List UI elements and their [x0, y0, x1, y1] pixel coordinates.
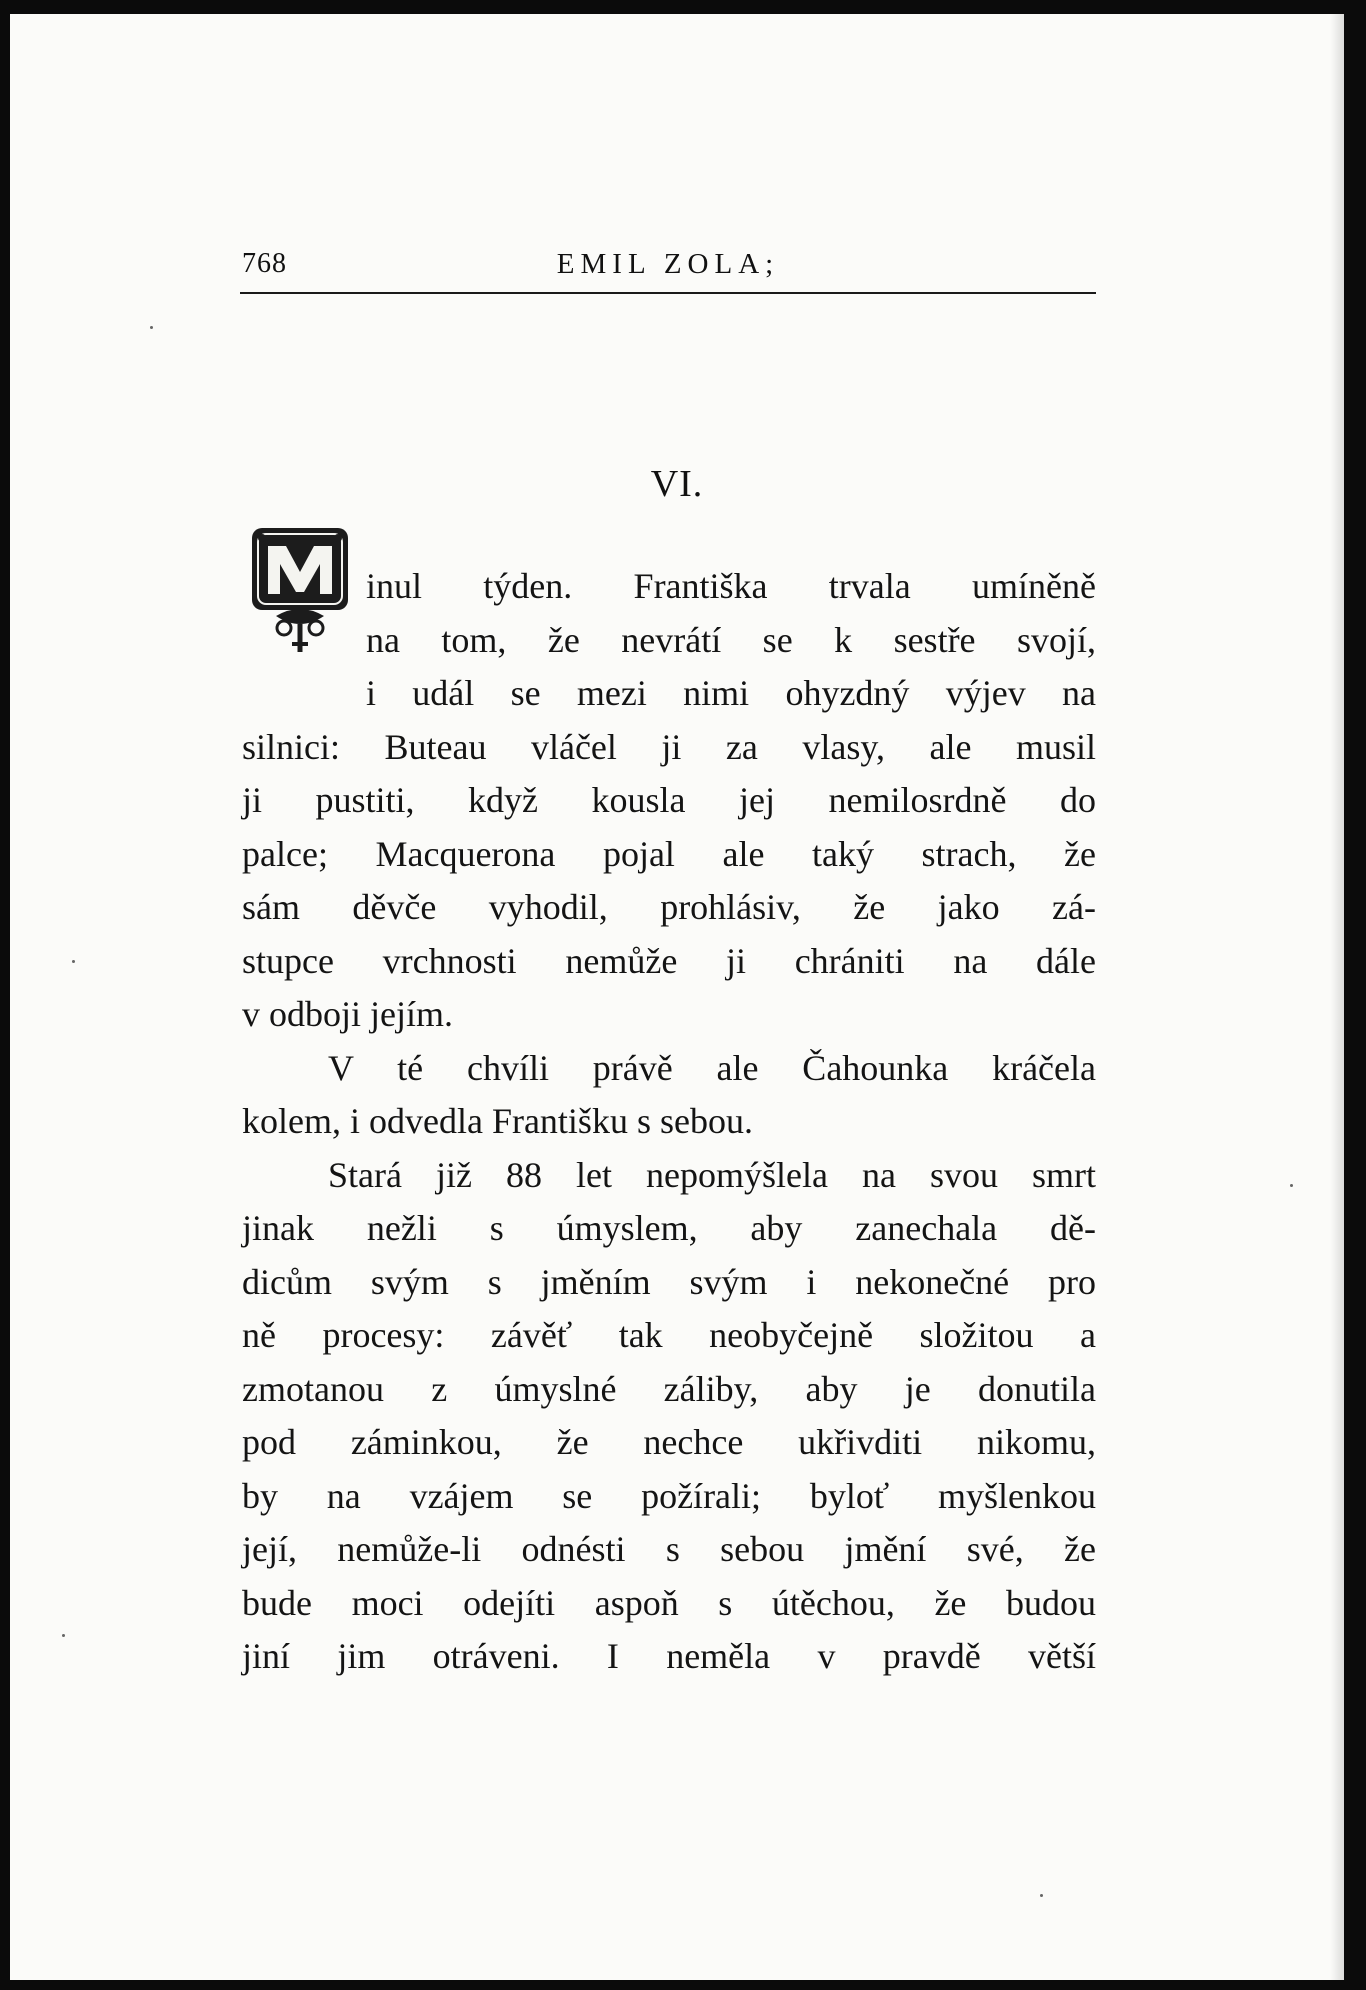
text-line: V té chvíli právě ale Čahounka kráčela — [328, 1047, 1096, 1088]
running-head: EMIL ZOLA; — [556, 248, 780, 280]
text-line: dicům svým s jměním svým i nekonečné pro — [242, 1261, 1096, 1302]
book-page — [10, 14, 1344, 1980]
text-line: Stará již 88 let nepomýšlela na svou smrt — [328, 1154, 1096, 1195]
text-line: její, nemůže-li odnésti s sebou jmění své, že — [242, 1529, 1096, 1569]
paper-speck — [150, 326, 153, 329]
text-line: kolem, i odvedla Františku s sebou. — [242, 1101, 753, 1141]
text-line: jiní jim otráveni. I neměla v pravdě větší — [242, 1636, 1096, 1676]
paper-speck — [1290, 1184, 1293, 1187]
text-line: silnici: Buteau vláčel ji za vlasy, ale musil — [242, 726, 1096, 767]
text-line: na tom, že nevrátí se k sestře svojí, — [366, 619, 1096, 660]
paper-speck — [1040, 1894, 1043, 1897]
text-line: zmotanou z úmyslné záliby, aby je donutila — [242, 1368, 1096, 1409]
text-line: stupce vrchnosti nemůže ji chrániti na dále — [242, 940, 1096, 981]
text-line: i udál se mezi nimi ohyzdný výjev na — [366, 673, 1096, 713]
text-line: palce; Macquerona pojal ale taký strach, že — [242, 833, 1096, 874]
body-text — [242, 560, 1096, 1684]
page-number: 768 — [242, 248, 287, 279]
text-line: jinak nežli s úmyslem, aby zanechala dě- — [242, 1208, 1096, 1248]
text-line: inul týden. Františka trvala umíněně — [366, 566, 1096, 606]
text-line: ji pustiti, když kousla jej nemilosrdně do — [242, 780, 1096, 820]
text-line: v odboji jejím. — [242, 994, 453, 1034]
text-line: sám děvče vyhodil, prohlásiv, že jako zá- — [242, 887, 1096, 927]
paper-speck — [72, 960, 75, 963]
text-line: by na vzájem se požírali; byloť myšlenkou — [242, 1475, 1096, 1516]
chapter-heading: VI. — [650, 463, 704, 505]
text-line: pod záminkou, že nechce ukřivditi nikomu, — [242, 1422, 1096, 1462]
text-line: ně procesy: závěť tak neobyčejně složitou a — [242, 1315, 1096, 1355]
page-header — [240, 246, 1096, 294]
text-line: bude moci odejíti aspoň s útěchou, že budou — [242, 1582, 1096, 1623]
paper-speck — [62, 1634, 65, 1637]
